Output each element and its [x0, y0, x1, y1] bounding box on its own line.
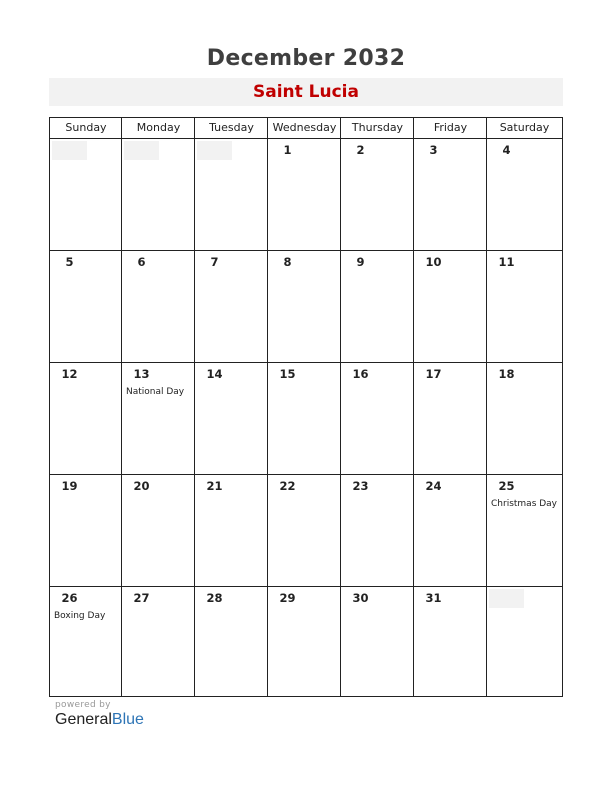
- calendar-grid: [49, 117, 563, 697]
- day-number: 12: [61, 367, 78, 381]
- day-cell: [195, 363, 267, 474]
- day-number: 27: [133, 591, 150, 605]
- day-number: 21: [206, 479, 223, 493]
- brand-blue: Blue: [111, 711, 144, 728]
- holiday-label: Boxing Day: [54, 611, 106, 621]
- day-number: 1: [283, 143, 292, 157]
- day-cell: [414, 587, 486, 695]
- day-number: 28: [206, 591, 223, 605]
- day-number: 13: [133, 367, 150, 381]
- holiday-label: National Day: [126, 387, 185, 397]
- powered-by-text: powered by: [55, 700, 111, 710]
- day-number: 9: [356, 255, 365, 269]
- calendar-title: December 2032: [206, 46, 406, 71]
- day-cell: [341, 251, 413, 362]
- day-number: 29: [279, 591, 296, 605]
- day-cell: [122, 587, 194, 695]
- day-cell: [50, 587, 121, 695]
- day-cell: [195, 139, 267, 250]
- weekday-tuesday: Tuesday: [209, 121, 254, 134]
- weekday-wednesday: Wednesday: [272, 121, 337, 134]
- day-cell: [268, 139, 340, 250]
- day-cell: [268, 363, 340, 474]
- day-cell: [50, 475, 121, 586]
- day-cell: [487, 475, 561, 586]
- day-number: 15: [279, 367, 296, 381]
- day-number: 19: [61, 479, 78, 493]
- day-cell: [50, 251, 121, 362]
- day-cell: [414, 139, 486, 250]
- day-cell: [50, 363, 121, 474]
- day-cell: [268, 251, 340, 362]
- day-number: 10: [425, 255, 442, 269]
- weekday-monday: Monday: [136, 121, 181, 134]
- day-number: 16: [352, 367, 369, 381]
- empty-day-marker: [124, 141, 159, 160]
- day-cell: [341, 139, 413, 250]
- day-cell: [414, 363, 486, 474]
- day-number: 2: [356, 143, 365, 157]
- weekday-saturday: Saturday: [499, 121, 550, 134]
- day-number: 20: [133, 479, 150, 493]
- day-cell: [487, 363, 561, 474]
- day-cell: [341, 475, 413, 586]
- empty-day-marker: [197, 141, 232, 160]
- brand-general: General: [55, 711, 112, 728]
- generalblue-logo: [55, 711, 144, 729]
- day-cell: [50, 139, 121, 250]
- day-number: 23: [352, 479, 369, 493]
- day-number: 7: [210, 255, 219, 269]
- empty-day-marker: [52, 141, 87, 160]
- day-cell: [122, 139, 194, 250]
- day-number: 6: [137, 255, 146, 269]
- day-cell: [341, 587, 413, 695]
- day-cell: [487, 251, 561, 362]
- weekday-sunday: Sunday: [65, 121, 107, 134]
- holiday-label: Christmas Day: [491, 499, 558, 509]
- day-number: 11: [498, 255, 515, 269]
- day-number: 25: [498, 479, 515, 493]
- day-cell: [122, 475, 194, 586]
- day-number: 30: [352, 591, 369, 605]
- day-cell: [268, 587, 340, 695]
- footer-branding: [55, 700, 144, 729]
- day-cell: [122, 363, 194, 474]
- day-number: 26: [61, 591, 78, 605]
- day-number: 3: [429, 143, 438, 157]
- day-cell: [195, 587, 267, 695]
- day-number: 31: [425, 591, 442, 605]
- day-number: 17: [425, 367, 442, 381]
- day-cell: [341, 363, 413, 474]
- day-number: 4: [502, 143, 511, 157]
- day-number: 18: [498, 367, 515, 381]
- day-cell: [195, 251, 267, 362]
- day-number: 8: [283, 255, 292, 269]
- day-number: 22: [279, 479, 296, 493]
- country-banner: [49, 78, 563, 106]
- country-name: Saint Lucia: [252, 82, 359, 102]
- day-cell: [414, 475, 486, 586]
- day-cell: [195, 475, 267, 586]
- day-number: 5: [65, 255, 74, 269]
- weekday-friday: Friday: [433, 121, 468, 134]
- day-cell: [487, 587, 561, 695]
- empty-day-marker: [489, 589, 524, 608]
- day-cell: [268, 475, 340, 586]
- day-cell: [414, 251, 486, 362]
- day-cell: [122, 251, 194, 362]
- day-number: 14: [206, 367, 223, 381]
- day-cell: [487, 139, 561, 250]
- weekday-thursday: Thursday: [351, 121, 404, 134]
- day-number: 24: [425, 479, 442, 493]
